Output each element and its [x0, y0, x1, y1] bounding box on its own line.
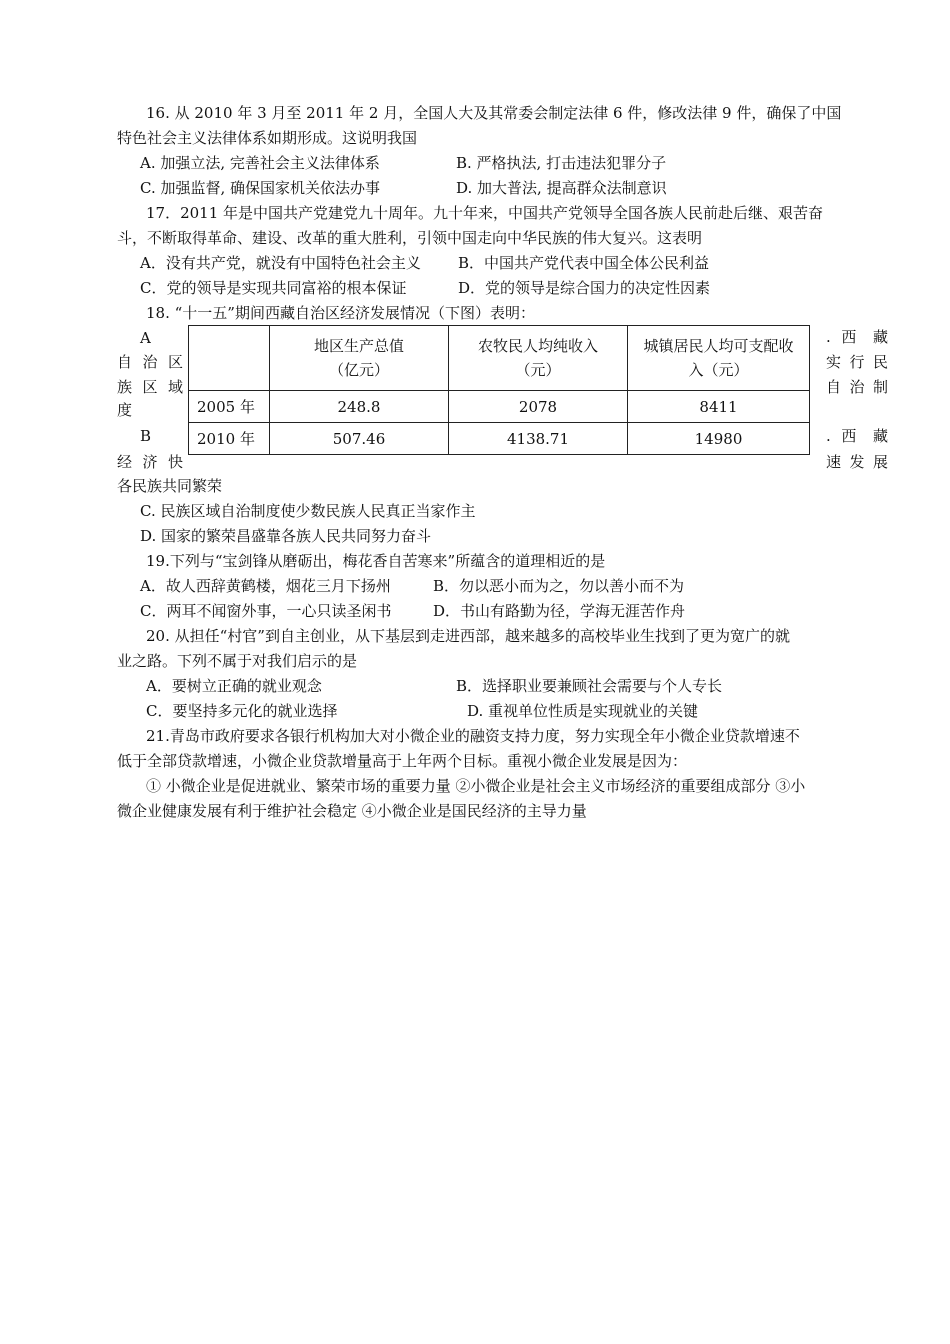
q18-option-a-right0: . 西 藏 — [826, 328, 888, 346]
q16-option-c: C. 加强监督, 确保国家机关依法办事 — [140, 179, 381, 197]
q19-stem: 19.下列与“宝剑锋从磨砺出，梅花香自苦寒来”所蕴含的道理相近的是 — [146, 552, 606, 570]
q16-option-d: D. 加大普法, 提高群众法制意识 — [456, 179, 667, 197]
q20-option-c: C．要坚持多元化的就业选择 — [146, 702, 338, 720]
q20-option-d: D. 重视单位性质是实现就业的关键 — [467, 702, 699, 720]
table-cell-year: 2010 年 — [189, 423, 270, 455]
q17-stem-line1: 17．2011 年是中国共产党建党九十周年。九十年来，中国共产党领导全国各族人民前赴后继、艰苦奋 — [146, 204, 824, 222]
q20-option-b: B．选择职业要兼顾社会需要与个人专长 — [456, 677, 723, 695]
q21-statements-line1: ① 小微企业是促进就业、繁荣市场的重要力量 ②小微企业是社会主义市场经济的重要组成部分 ③小 — [146, 777, 806, 795]
q21-stem-line1: 21.青岛市政府要求各银行机构加大对小微企业的融资支持力度，努力实现全年小微企业贷款增速不 — [146, 727, 800, 745]
table-cell: 4138.71 — [449, 423, 628, 455]
q18-option-a-text2: 族 区 域 — [117, 378, 183, 396]
q21-statements-line2: 微企业健康发展有利于维护社会稳定 ④小微企业是国民经济的主导力量 — [117, 802, 587, 820]
table-header-gdp: 地区生产总值 （亿元） — [270, 326, 449, 391]
q17-option-a: A．没有共产党，就没有中国特色社会主义 — [140, 254, 421, 272]
q16-option-b: B. 严格执法, 打击违法犯罪分子 — [456, 154, 667, 172]
q18-option-b-right1: 速 发 展 — [826, 453, 888, 471]
table-header-rural-income: 农牧民人均纯收入 （元） — [449, 326, 628, 391]
q19-option-c: C．两耳不闻窗外事，一心只读圣闲书 — [140, 602, 392, 620]
q18-option-a-right2: 自 治 制 — [826, 378, 888, 396]
q18-option-a-text3: 度 — [117, 401, 133, 419]
q18-option-b-text1: 经 济 快 — [117, 453, 183, 471]
q16-stem-line2: 特色社会主义法律体系如期形成。这说明我国 — [117, 129, 418, 147]
table-header-cell-0 — [189, 326, 270, 391]
q19-option-d: D．书山有路勤为径，学海无涯苦作舟 — [433, 602, 686, 620]
q18-option-a-letter: A — [140, 329, 151, 347]
q18-option-b-right0: . 西 藏 — [826, 427, 888, 445]
table-row — [189, 391, 810, 423]
table-row — [189, 423, 810, 455]
q18-option-a-text1: 自 治 区 — [117, 353, 183, 371]
table-cell: 2078 — [449, 391, 628, 423]
table-header-urban-income: 城镇居民人均可支配收 入（元） — [628, 326, 810, 391]
q17-option-c: C．党的领导是实现共同富裕的根本保证 — [140, 279, 407, 297]
q18-option-a-right1: 实 行 民 — [826, 353, 888, 371]
q16-stem-line1: 16. 从 2010 年 3 月至 2011 年 2 月，全国人大及其常委会制定法律 6 件，修改法律 9 件，确保了中国 — [146, 104, 842, 122]
q18-stem: 18. “十一五”期间西藏自治区经济发展情况（下图）表明： — [146, 304, 535, 322]
q18-option-b-letter: B — [140, 427, 152, 445]
table-cell: 14980 — [628, 423, 810, 455]
q17-stem-line2: 斗，不断取得革命、建设、改革的重大胜利，引领中国走向中华民族的伟大复兴。这表明 — [117, 229, 703, 247]
q19-option-b: B．勿以恶小而为之，勿以善小而不为 — [433, 577, 685, 595]
q19-option-a: A．故人西辞黄鹤楼，烟花三月下扬州 — [140, 577, 391, 595]
table-cell: 507.46 — [270, 423, 449, 455]
q18-option-b-continuation: 各民族共同繁荣 — [117, 477, 223, 495]
q17-option-b: B．中国共产党代表中国全体公民利益 — [458, 254, 710, 272]
q20-stem-line2: 业之路。下列不属于对我们启示的是 — [117, 652, 358, 670]
q18-option-d: D. 国家的繁荣昌盛靠各族人民共同努力奋斗 — [140, 527, 432, 545]
table-cell-year: 2005 年 — [189, 391, 270, 423]
table-cell: 248.8 — [270, 391, 449, 423]
q20-option-a: A．要树立正确的就业观念 — [146, 677, 322, 695]
q21-stem-line2: 低于全部贷款增速，小微企业贷款增量高于上年两个目标。重视小微企业发展是因为： — [117, 752, 688, 770]
q17-option-d: D．党的领导是综合国力的决定性因素 — [458, 279, 711, 297]
table-header-row — [189, 326, 810, 391]
economic-data-table — [188, 325, 810, 455]
q16-option-a: A. 加强立法, 完善社会主义法律体系 — [140, 154, 380, 172]
q20-stem-line1: 20. 从担任“村官”到自主创业，从下基层到走进西部，越来越多的高校毕业生找到了更为宽广的就 — [146, 627, 790, 645]
table-cell: 8411 — [628, 391, 810, 423]
q18-option-c: C. 民族区域自治制度使少数民族人民真正当家作主 — [140, 502, 476, 520]
